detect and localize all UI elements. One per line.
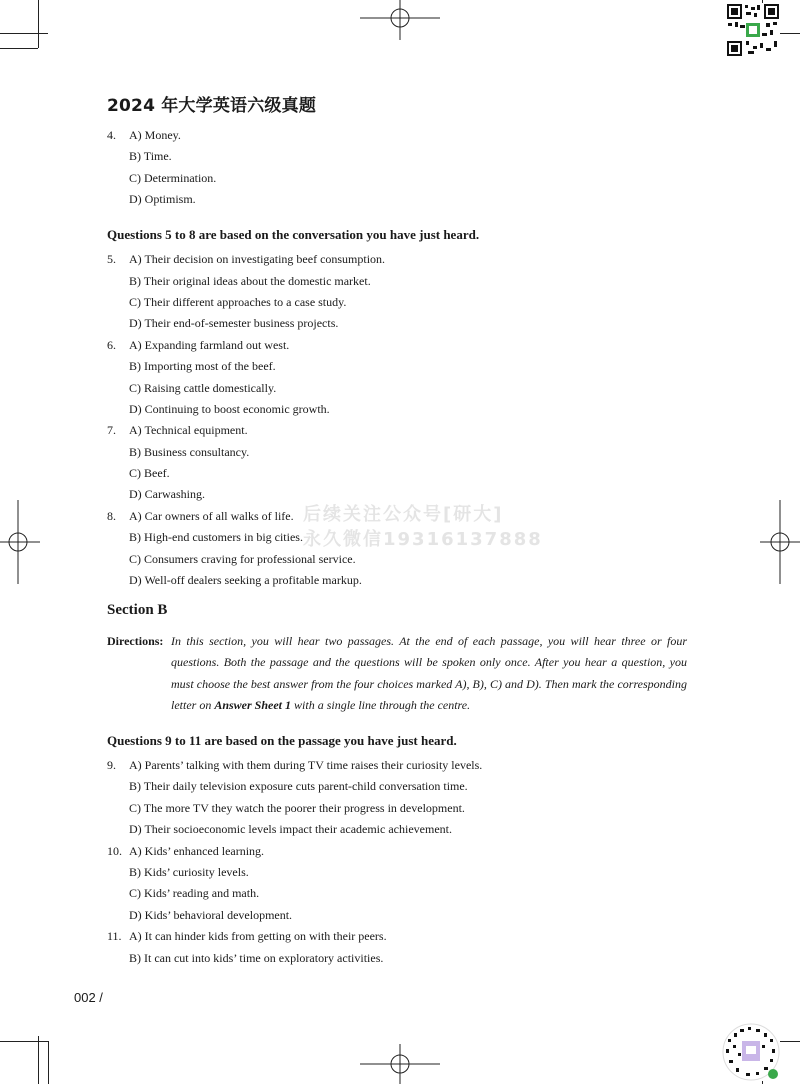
option-d: D) Kids’ behavioral development. xyxy=(129,908,293,922)
option-a: A) Their decision on investigating beef consumption. xyxy=(129,252,386,266)
question-number: 9. xyxy=(107,758,116,772)
option-d: D) Their end-of-semester business projects. xyxy=(129,316,339,330)
directions-line-1: In this section, you will hear two passages. At the end of each passage, you will hear three or four xyxy=(171,634,687,648)
option-b: B) Importing most of the beef. xyxy=(129,359,276,373)
registration-mark-bottom xyxy=(360,1044,440,1084)
option-a: A) Parents’ talking with them during TV time raises their curiosity levels. xyxy=(129,758,483,772)
watermark-line-1: 后续关注公众号[研大] xyxy=(303,504,504,525)
directions-label: Directions: xyxy=(107,634,164,648)
option-c: C) Consumers craving for professional service. xyxy=(129,552,356,566)
option-a: A) Kids’ enhanced learning. xyxy=(129,844,265,858)
question-group-heading: Questions 9 to 11 are based on the passage you have just heard. xyxy=(107,733,457,748)
registration-mark-top xyxy=(360,0,440,40)
option-d: D) Continuing to boost economic growth. xyxy=(129,402,330,416)
directions-line-2: questions. Both the passage and the questions will be spoken only once. After you hear a question, you xyxy=(171,655,687,669)
question-number: 6. xyxy=(107,338,116,352)
option-c: C) Their different approaches to a case study. xyxy=(129,295,347,309)
watermark-line-2: 永久微信19316137888 xyxy=(303,529,543,550)
question-number: 4. xyxy=(107,128,116,142)
option-d: D) Well-off dealers seeking a profitable markup. xyxy=(129,573,362,587)
option-a: A) Car owners of all walks of life. xyxy=(129,509,294,523)
option-b: B) Kids’ curiosity levels. xyxy=(129,865,249,879)
question-group-heading: Questions 5 to 8 are based on the conversation you have just heard. xyxy=(107,227,480,242)
qr-code-bottom xyxy=(722,1023,780,1081)
option-c: C) Beef. xyxy=(129,466,170,480)
option-c: C) Determination. xyxy=(129,171,217,185)
directions-line-4 xyxy=(171,698,687,712)
section-title: Section B xyxy=(107,602,168,618)
question-number: 10. xyxy=(107,844,122,858)
option-d: D) Their socioeconomic levels impact their academic achievement. xyxy=(129,822,452,836)
option-c: C) Raising cattle domestically. xyxy=(129,381,277,395)
option-a: A) Technical equipment. xyxy=(129,423,248,437)
option-c: C) The more TV they watch the poorer their progress in development. xyxy=(129,801,465,815)
question-number: 8. xyxy=(107,509,116,523)
option-a: A) Money. xyxy=(129,128,181,142)
question-number: 11. xyxy=(107,929,122,943)
registration-mark-right xyxy=(760,500,800,584)
option-b: B) Business consultancy. xyxy=(129,445,250,459)
option-b: B) Their daily television exposure cuts parent-child conversation time. xyxy=(129,779,468,793)
option-c: C) Kids’ reading and math. xyxy=(129,886,260,900)
question-number: 7. xyxy=(107,423,116,437)
option-a: A) Expanding farmland out west. xyxy=(129,338,290,352)
page-number: 002 / xyxy=(74,990,103,1005)
page-title: 2024 年大学英语六级真题 xyxy=(107,96,317,116)
directions-text: letter on xyxy=(171,698,215,712)
answer-sheet-reference: Answer Sheet 1 xyxy=(214,698,292,712)
option-d: D) Optimism. xyxy=(129,192,196,206)
registration-mark-left xyxy=(0,500,40,584)
option-b: B) It can cut into kids’ time on exploratory activities. xyxy=(129,951,384,965)
option-b: B) Their original ideas about the domestic market. xyxy=(129,274,371,288)
directions-text: with a single line through the centre. xyxy=(291,698,471,712)
option-b: B) Time. xyxy=(129,149,172,163)
option-a: A) It can hinder kids from getting on with their peers. xyxy=(129,929,387,943)
option-b: B) High-end customers in big cities. xyxy=(129,530,303,544)
option-d: D) Carwashing. xyxy=(129,487,205,501)
question-number: 5. xyxy=(107,252,116,266)
directions-line-3: must choose the best answer from the four choices marked A), B), C) and D). Then mark the corresponding xyxy=(171,677,687,691)
qr-code-top xyxy=(726,3,780,57)
